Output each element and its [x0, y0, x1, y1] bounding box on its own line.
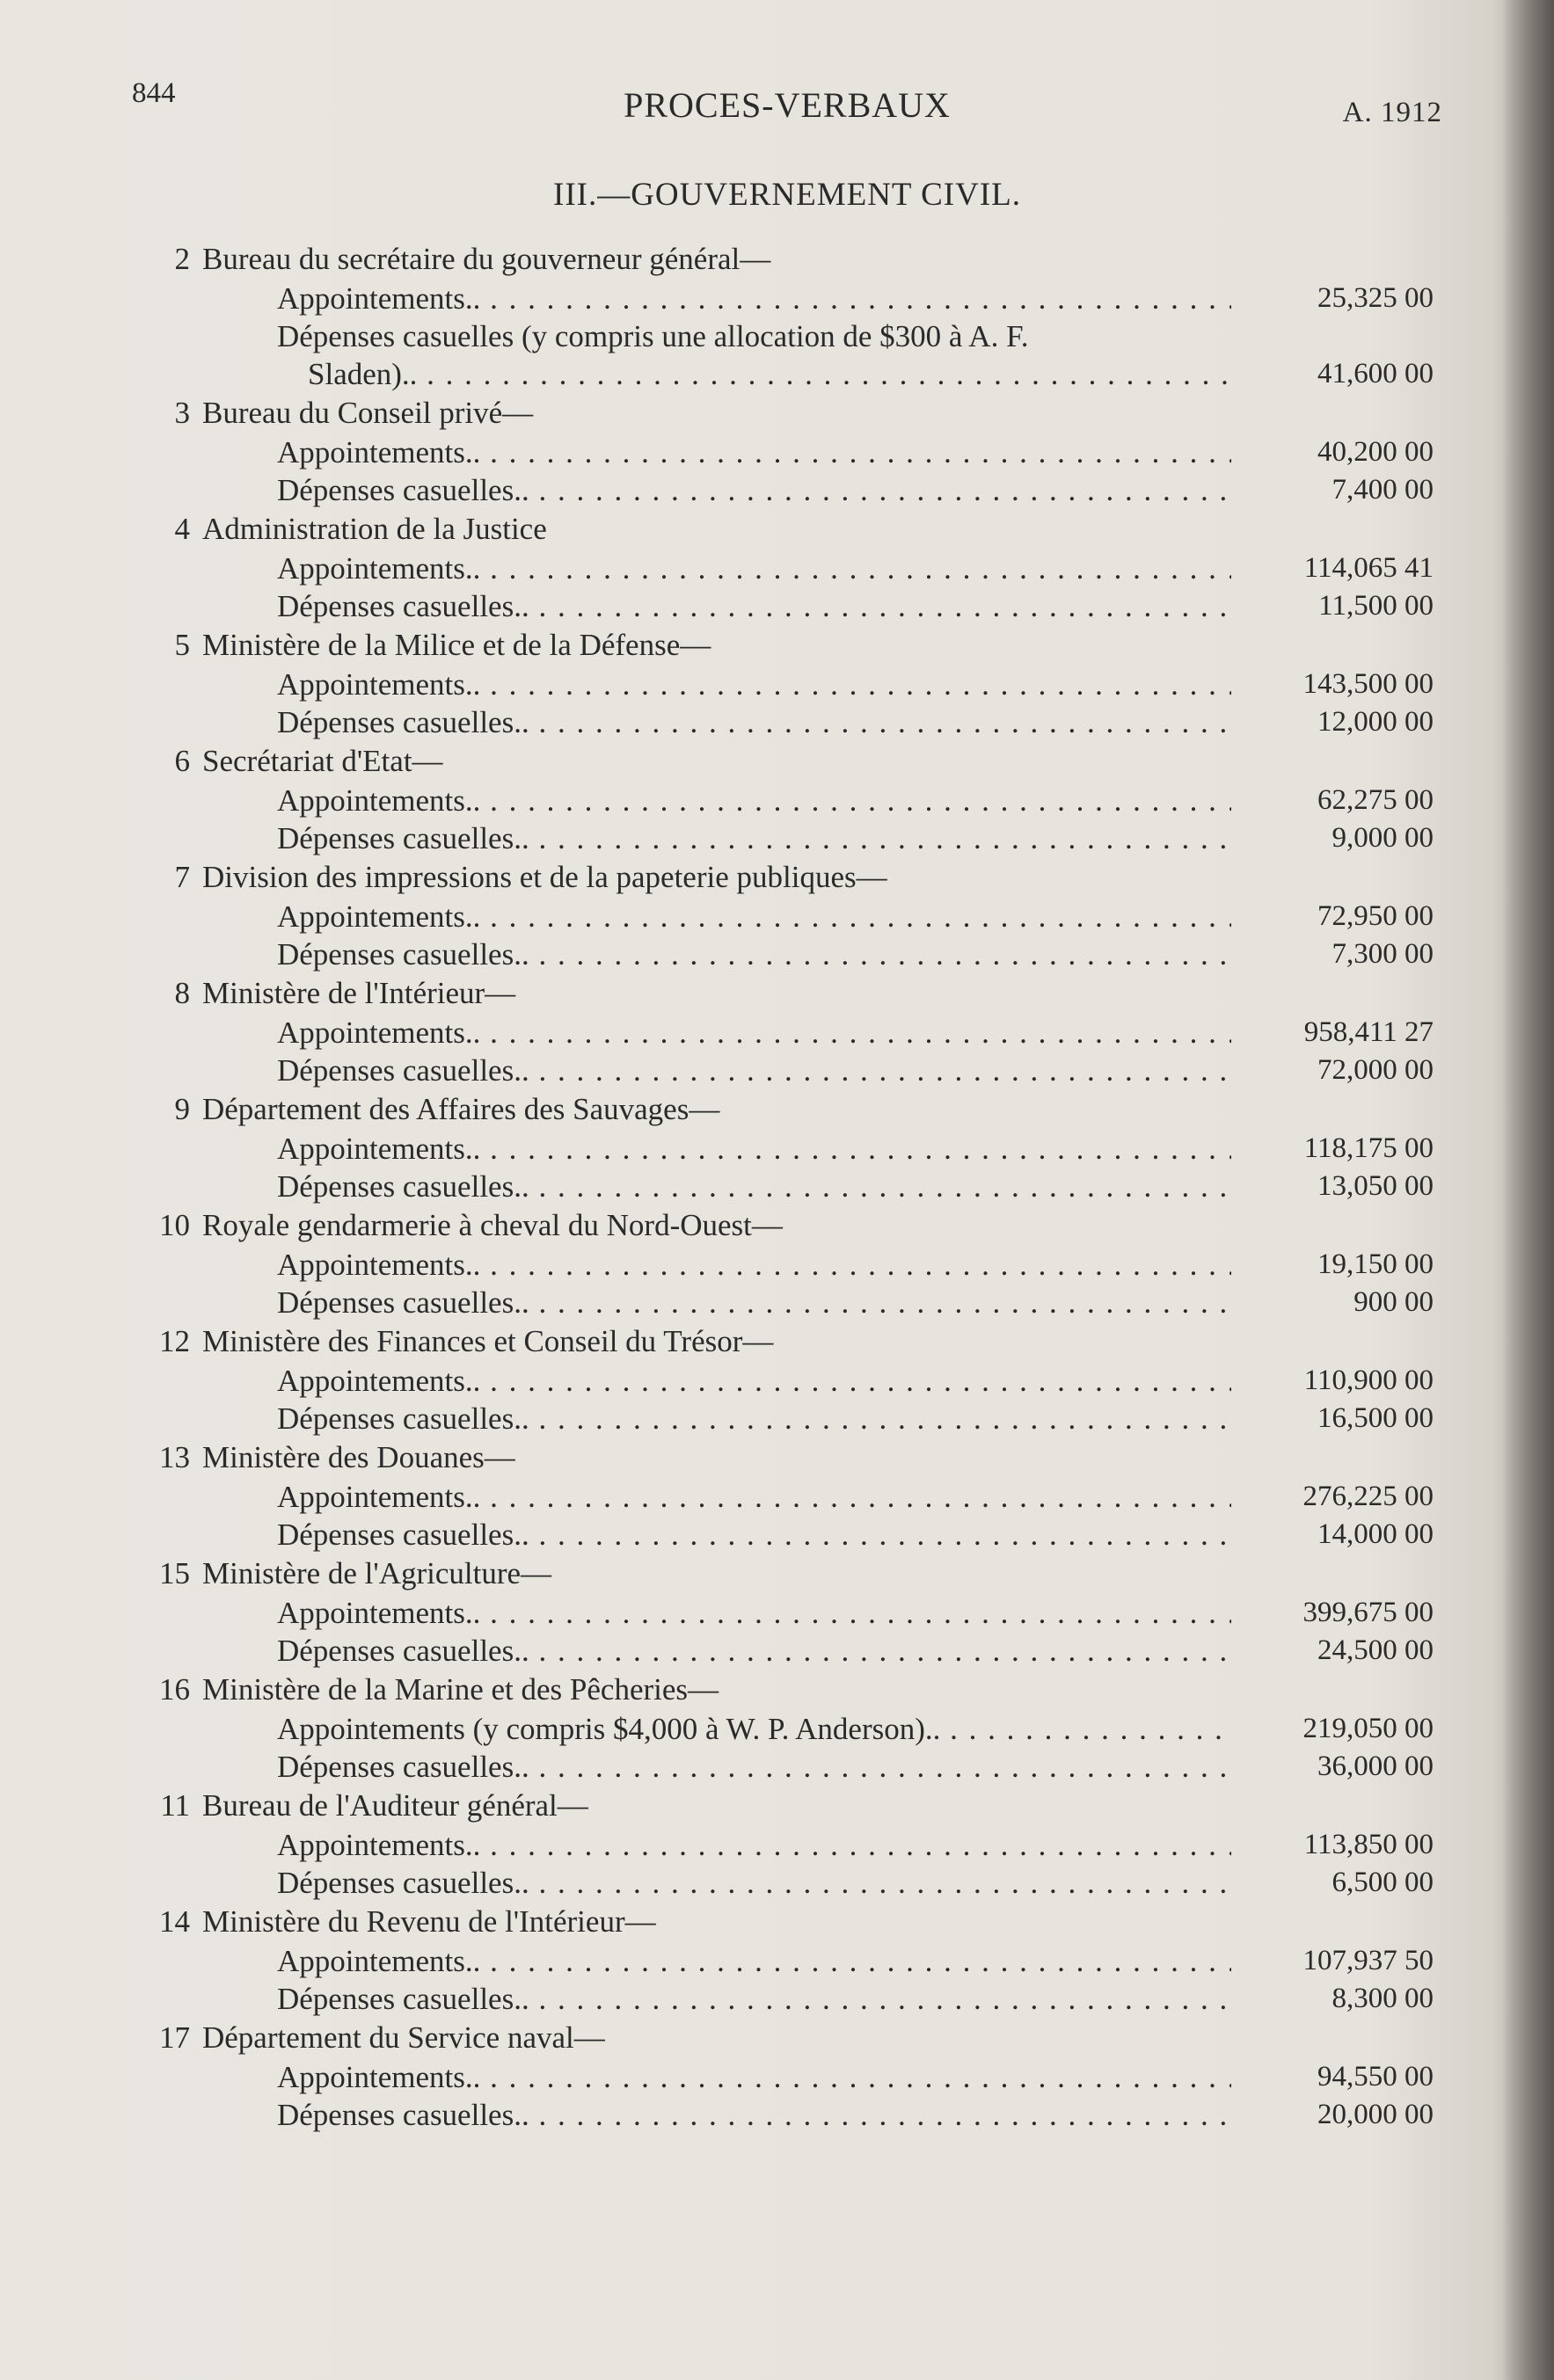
- group-heading: [141, 741, 1434, 782]
- group-number: 17: [159, 2020, 190, 2055]
- line-item: [141, 898, 1434, 935]
- line-label: Dépenses casuelles.. . . .: [277, 1864, 1231, 1902]
- estimate-group: [141, 509, 1434, 625]
- line-item: [141, 819, 1434, 857]
- estimate-group: [141, 2018, 1434, 2134]
- line-amount: 143,500 00: [1302, 668, 1434, 700]
- line-label: Appointements.. . . .: [277, 1826, 1231, 1864]
- estimate-group: [141, 1786, 1434, 1902]
- estimate-group: [141, 857, 1434, 973]
- estimate-group: [141, 239, 1434, 393]
- line-item: [141, 1284, 1434, 1321]
- group-heading: [141, 509, 1434, 550]
- line-label: Appointements.. . . .: [277, 1942, 1231, 1980]
- line-item: [141, 1052, 1434, 1089]
- estimate-group: [141, 1321, 1434, 1437]
- group-heading: [141, 1205, 1434, 1246]
- group-heading: [141, 393, 1434, 433]
- line-item: [141, 1632, 1434, 1670]
- line-amount: 8,300 00: [1331, 1983, 1434, 2014]
- line-amount: 276,225 00: [1302, 1481, 1434, 1512]
- estimate-group: [141, 1205, 1434, 1321]
- line-amount: 13,050 00: [1317, 1170, 1434, 1202]
- group-title: Département du Service naval—: [202, 2020, 605, 2055]
- page-number: 844: [132, 77, 176, 109]
- group-title: Bureau du secrétaire du gouverneur général—: [202, 242, 771, 276]
- line-item: [141, 280, 1434, 317]
- line-amount: 36,000 00: [1317, 1750, 1434, 1782]
- line-amount: 7,300 00: [1331, 938, 1434, 970]
- line-amount: 118,175 00: [1303, 1132, 1434, 1164]
- line-item: [141, 1362, 1434, 1400]
- line-amount: 7,400 00: [1331, 474, 1434, 506]
- line-label: Dépenses casuelles.. . . .: [277, 819, 1231, 857]
- line-label: Dépenses casuelles.. . . .: [277, 2096, 1231, 2134]
- group-heading: [141, 1554, 1434, 1594]
- line-item: [141, 1594, 1434, 1632]
- group-title: Administration de la Justice: [202, 512, 547, 546]
- group-number: 5: [174, 628, 190, 662]
- line-item: [141, 935, 1434, 973]
- line-amount: 72,950 00: [1317, 900, 1434, 932]
- group-title: Ministère de l'Agriculture—: [202, 1556, 552, 1590]
- estimates-list: [141, 239, 1434, 2134]
- group-title: Division des impressions et de la papeterie publiques—: [202, 860, 887, 894]
- line-item: [141, 587, 1434, 625]
- line-label: Dépenses casuelles.. . . .: [277, 935, 1231, 973]
- line-item: [141, 355, 1434, 393]
- line-label: Dépenses casuelles.. . . .: [277, 471, 1231, 509]
- line-item: [141, 1748, 1434, 1786]
- group-heading: [141, 1089, 1434, 1130]
- line-label: Appointements.. . . .: [277, 898, 1231, 935]
- group-title: Ministère des Douanes—: [202, 1440, 515, 1474]
- line-label: Dépenses casuelles.. . . .: [277, 1632, 1231, 1670]
- line-item: [141, 1980, 1434, 2018]
- group-title: Bureau de l'Auditeur général—: [202, 1788, 588, 1823]
- group-number: 15: [159, 1556, 190, 1590]
- line-amount: 114,065 41: [1303, 552, 1434, 584]
- group-title: Ministère des Finances et Conseil du Trésor—: [202, 1324, 774, 1358]
- group-heading: [141, 973, 1434, 1014]
- line-item: [141, 1014, 1434, 1052]
- group-number: 4: [174, 512, 190, 546]
- line-item: [141, 782, 1434, 819]
- line-item: [141, 1826, 1434, 1864]
- line-label: Appointements.. . . .: [277, 433, 1231, 471]
- line-amount: 9,000 00: [1331, 822, 1434, 854]
- group-title: Ministère de l'Intérieur—: [202, 976, 516, 1010]
- line-label: Dépenses casuelles.. . . .: [277, 587, 1231, 625]
- running-title: PROCES-VERBAUX: [624, 85, 951, 125]
- group-number: 11: [160, 1788, 190, 1823]
- group-number: 12: [159, 1324, 190, 1358]
- line-item: [141, 1942, 1434, 1980]
- section-title: III.—GOUVERNEMENT CIVIL.: [553, 177, 1021, 213]
- line-amount: 19,150 00: [1317, 1248, 1434, 1280]
- line-amount: 900 00: [1353, 1286, 1434, 1318]
- line-item: [141, 2058, 1434, 2096]
- line-item: [141, 703, 1434, 741]
- line-label: Dépenses casuelles.. . . .: [277, 1748, 1231, 1786]
- line-item: [141, 1710, 1434, 1748]
- line-label: Appointements.. . . .: [277, 1478, 1231, 1516]
- group-number: 14: [159, 1904, 190, 1939]
- volume-year: A. 1912: [1342, 97, 1442, 128]
- line-label: Appointements.. . . .: [277, 1130, 1231, 1168]
- line-amount: 110,900 00: [1303, 1365, 1434, 1396]
- group-heading: [141, 857, 1434, 898]
- line-label: Appointements.. . . .: [277, 280, 1231, 317]
- line-label: Appointements.. . . .: [277, 2058, 1231, 2096]
- estimate-group: [141, 625, 1434, 741]
- estimate-group: [141, 1670, 1434, 1786]
- group-number: 9: [174, 1092, 190, 1126]
- line-item: [141, 433, 1434, 471]
- line-label: Dépenses casuelles.. . . .: [277, 1516, 1231, 1554]
- line-amount: 14,000 00: [1317, 1518, 1434, 1550]
- group-heading: [141, 1670, 1434, 1710]
- line-item: [141, 1864, 1434, 1902]
- line-amount: 16,500 00: [1317, 1402, 1434, 1434]
- estimate-group: [141, 741, 1434, 857]
- line-amount: 107,937 50: [1302, 1945, 1434, 1976]
- estimate-group: [141, 1089, 1434, 1205]
- line-amount: 958,411 27: [1303, 1016, 1434, 1048]
- line-amount: 12,000 00: [1317, 706, 1434, 738]
- group-title: Royale gendarmerie à cheval du Nord-Ouest—: [202, 1208, 783, 1242]
- line-label: Dépenses casuelles.. . . .: [277, 1284, 1231, 1321]
- group-number: 3: [174, 396, 190, 430]
- group-heading: [141, 1321, 1434, 1362]
- line-label: Dépenses casuelles.. . . .: [277, 1980, 1231, 2018]
- line-amount: 40,200 00: [1317, 436, 1434, 468]
- estimate-group: [141, 1437, 1434, 1554]
- group-heading: [141, 625, 1434, 666]
- group-heading: [141, 1786, 1434, 1826]
- line-item: [141, 550, 1434, 587]
- line-item: [141, 2096, 1434, 2134]
- line-amount: 72,000 00: [1317, 1054, 1434, 1086]
- group-number: 7: [174, 860, 190, 894]
- line-amount: 6,500 00: [1331, 1867, 1434, 1898]
- group-heading: [141, 2018, 1434, 2058]
- line-label: Dépenses casuelles.. . . .: [277, 1052, 1231, 1089]
- line-item: [141, 1516, 1434, 1554]
- group-title: Département des Affaires des Sauvages—: [202, 1092, 720, 1126]
- group-title: Bureau du Conseil privé—: [202, 396, 534, 430]
- line-amount: 20,000 00: [1317, 2099, 1434, 2130]
- line-item: [141, 1400, 1434, 1437]
- group-number: 13: [159, 1440, 190, 1474]
- group-number: 2: [174, 242, 190, 276]
- group-title: Secrétariat d'Etat—: [202, 744, 443, 778]
- line-item: [141, 666, 1434, 703]
- line-label: Appointements (y compris $4,000 à W. P. Anderson).. . . .: [277, 1710, 1231, 1748]
- line-label: Dépenses casuelles.. . . .: [277, 703, 1231, 741]
- line-amount: 11,500 00: [1318, 590, 1434, 622]
- line-label: Appointements.. . . .: [277, 1594, 1231, 1632]
- line-item: [141, 471, 1434, 509]
- line-amount: 41,600 00: [1317, 358, 1434, 389]
- line-label: Appointements.. . . .: [277, 1014, 1231, 1052]
- line-amount: 399,675 00: [1302, 1597, 1434, 1628]
- estimate-group: [141, 1554, 1434, 1670]
- line-label: Sladen).. . . .: [308, 355, 1231, 393]
- page-header: [132, 77, 1442, 130]
- estimate-group: [141, 973, 1434, 1089]
- line-amount: 113,850 00: [1303, 1829, 1434, 1860]
- group-number: 8: [174, 976, 190, 1010]
- group-heading: [141, 1437, 1434, 1478]
- line-item: [141, 1478, 1434, 1516]
- line-amount: 219,050 00: [1302, 1713, 1434, 1744]
- line-label-wrapped: Dépenses casuelles (y compris une allocation de $300 à A. F.: [277, 319, 1029, 353]
- line-amount: 62,275 00: [1317, 784, 1434, 816]
- line-label: Dépenses casuelles.. . . .: [277, 1168, 1231, 1205]
- group-number: 16: [159, 1672, 190, 1707]
- group-heading: [141, 239, 1434, 280]
- line-amount: 25,325 00: [1317, 282, 1434, 314]
- estimate-group: [141, 393, 1434, 509]
- book-spine-shadow: [1501, 0, 1554, 2380]
- line-label: Appointements.. . . .: [277, 550, 1231, 587]
- group-title: Ministère du Revenu de l'Intérieur—: [202, 1904, 656, 1939]
- line-label: Appointements.. . . .: [277, 782, 1231, 819]
- line-label: Appointements.. . . .: [277, 666, 1231, 703]
- group-heading: [141, 1902, 1434, 1942]
- estimate-group: [141, 1902, 1434, 2018]
- line-label: Dépenses casuelles.. . . .: [277, 1400, 1231, 1437]
- group-number: 6: [174, 744, 190, 778]
- line-item: [141, 1168, 1434, 1205]
- line-item: [141, 1130, 1434, 1168]
- line-item: [141, 1246, 1434, 1284]
- line-amount: 24,500 00: [1317, 1634, 1434, 1666]
- group-number: 10: [159, 1208, 190, 1242]
- line-amount: 94,550 00: [1317, 2061, 1434, 2093]
- group-title: Ministère de la Marine et des Pêcheries—: [202, 1672, 719, 1707]
- group-title: Ministère de la Milice et de la Défense—: [202, 628, 711, 662]
- line-label: Appointements.. . . .: [277, 1246, 1231, 1284]
- line-label: Appointements.. . . .: [277, 1362, 1231, 1400]
